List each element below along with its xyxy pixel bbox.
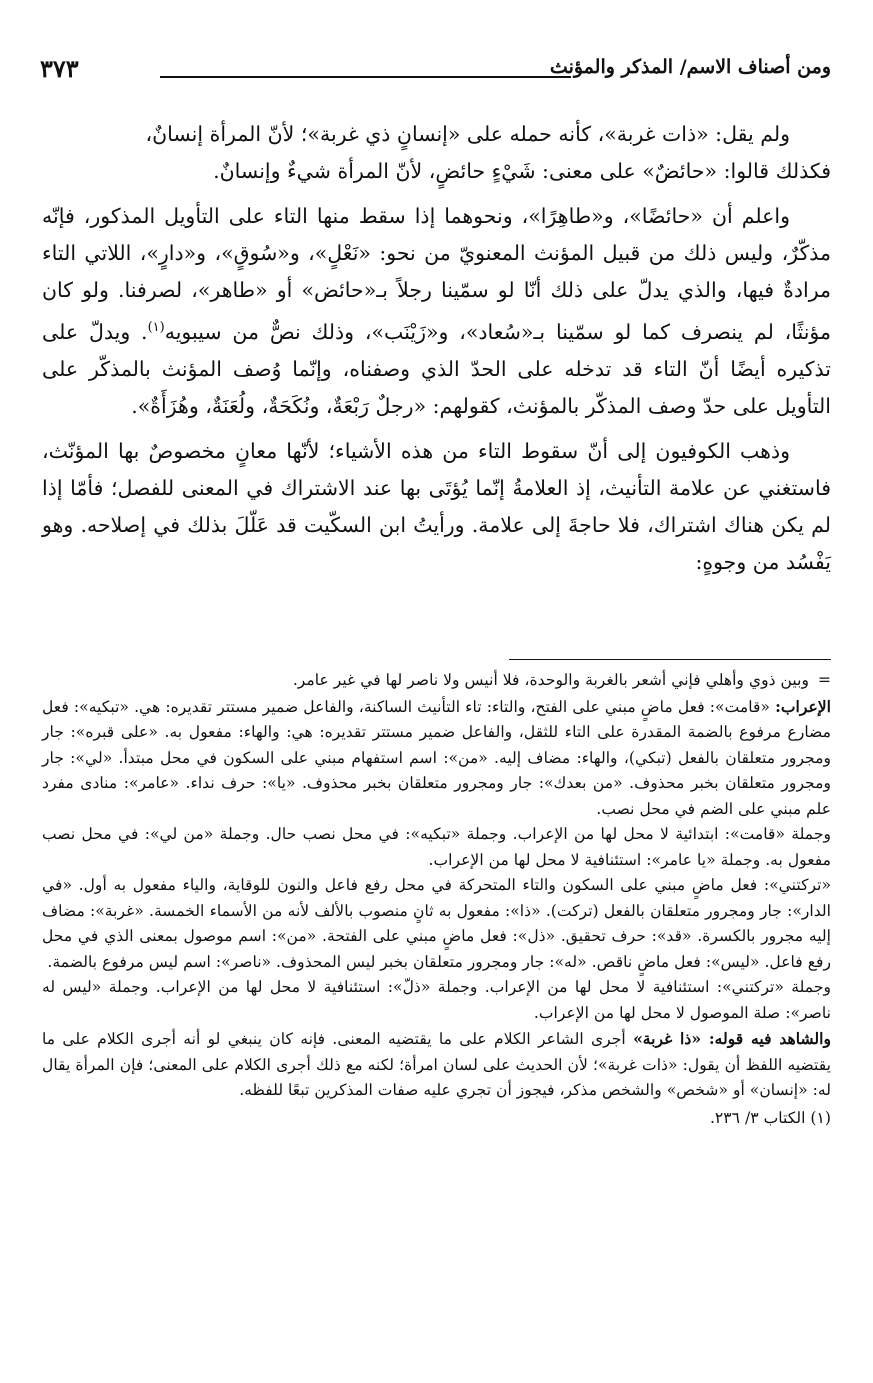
verse-gloss: = وبين ذوي وأهلي فإني أشعر بالغربة والوحدة، فلا أنيس ولا ناصر لها في غير عامر. (42, 668, 831, 694)
evidence-paragraph: والشاهد فيه قوله: «ذا غربة» أجرى الشاعر الكلام على ما يقتضيه المعنى. فإنه كان ينبغي لو أنه أجرى الكلام على ما يقتضيه اللفظ أن يقول: «ذات غربة»؛ لأن الحديث على لسان امرأة؛ لكنه مع ذلك أجرى الكلام على المعنى؛ فإن المرأة يقال له: «إنسان» أو «شخص» والشخص مذكر، فيجوز أن تجري عليه صفات المذكرين تبعًا للفظه. (42, 1029, 831, 1099)
paragraph: فكذلك قالوا: «حائضٌ» على معنى: شَيْءٍ حائضٍ، لأنّ المرأة شيءٌ وإنسانٌ. (213, 159, 831, 183)
footnote-1: (١) الكتاب ٣/ ٢٣٦. (709, 1108, 831, 1127)
footnote-ref: (١) (147, 320, 165, 335)
running-title: ومن أصناف الاسم/ المذكر والمؤنث (549, 56, 831, 78)
continuation-mark: = (817, 671, 831, 689)
paragraph: واعلم أن «حائضًا»، و«طاهِرًا»، ونحوهما إذا سقط منها التاء على التأويل المذكور، فإنّه مذكّرٌ، وليس ذلك من قبيل المؤنث المعنويّ من نحو: «نَعْلٍ»، و«سُوقٍ»، و«دارٍ»، اللاتي التاء مرادةٌ فيها، والذي يدلّ على ذلك أنّا لو سمّينا رجلاً بـ«حائض» أو «طاهر»، لصرفنا. ولو كان مؤنثًا، لم ينصرف كما لو سمّينا بـ«سُعاد»، و«زَيْنَب»، وذلك نصٌّ من سيبويه$^{(١)}$. ويدلّ على تذكيره أيضًا أنّ التاء قد تدخله على الحدّ الذي وصفناه، وإنّما وُصف المؤنث بالمذكّر على التأويل على حدّ وصف المذكّر بالمؤنث، كقولهم: «رجلٌ رَبْعَةٌ، ونُكَحَةٌ، ولُعَنَةٌ، وهُزَأَةٌ». (42, 204, 831, 418)
parsing-paragraph: وجملة «تركتني»: استئنافية لا محل لها من الإعراب. وجملة «ذلّ»: استئنافية لا محل لها من الإعراب. وجملة «ليس له ناصر»: صلة الموصول لا محل لها من الإعراب. (42, 978, 831, 1022)
footnote-rule (509, 659, 831, 660)
parsing-paragraph: وجملة «قامت»: ابتدائية لا محل لها من الإعراب. وجملة «تبكيه»: في محل نصب حال. وجملة «من لي»: في محل نصب مفعول به. وجملة «يا عامر»: استئنافية لا محل لها من الإعراب. (42, 825, 831, 869)
page-number: ٣٧٣ (40, 54, 79, 83)
evidence-label: والشاهد فيه قوله: «ذا غربة» (633, 1029, 831, 1048)
header-rule (160, 76, 571, 78)
parsing-paragraph: الإعراب: «قامت»: فعل ماضٍ مبني على الفتح، والتاء: تاء التأنيث الساكنة، والفاعل ضمير مستتر تقديره: هي. «تبكيه»: فعل مضارع مرفوع بالضمة المقدرة على التاء للثقل، والفاعل ضمير مستتر تقديره: هي: والهاء: مفعول به. «على قبره»: جار ومجرور متعلقان بالفعل (تبكي)، والهاء: مضاف إليه. «من»: اسم استفهام مبني على السكون في محل مبتدأ. «لي»: جار ومجرور متعلقان بخبر محذوف. «من بعدك»: جار ومجرور متعلقان بخبر محذوف. «يا»: حرف نداء. «عامر»: منادى مفرد علم مبني على الضم في محل نصب. (42, 696, 831, 818)
page-header (40, 54, 831, 90)
paragraph: ولم يقل: «ذات غربة»، كأنه حمله على «إنسانٍ ذي غربة»؛ لأنّ المرأة إنسانٌ، (145, 122, 790, 146)
paragraph: وذهب الكوفيون إلى أنّ سقوط التاء من هذه الأشياء؛ لأنّها معانٍ مخصوصٌ بها المؤنّث، فاستغني عن علامة التأنيث، إذ العلامةُ إنّما يُؤتَى بها عند الاشتراك في المعنى للفصل؛ فأمّا إذا لم يكن هناك اشتراك، فلا حاجةَ إلى علامة. ورأيتُ ابن السكّيت قد عَلّلَ بذلك في إصلاحه. وهو يَفْسُد من وجوهٍ: (42, 438, 831, 574)
main-text (42, 116, 831, 581)
footnotes (42, 668, 831, 1131)
parsing-paragraph: «تركتني»: فعل ماضٍ مبني على السكون والتاء المتحركة في محل رفع فاعل والنون للوقاية، والياء مفعول به أول. «في الدار»: جار ومجرور متعلقان بالفعل (تركت). «ذا»: مفعول به ثانٍ منصوب بالألف لأنه من الأسماء الخمسة. «غربة»: مضاف إليه مجرور بالكسرة. «قد»: حرف تحقيق. «ذل»: فعل ماضٍ مبني على الفتحة. «من»: اسم موصول بمعنى الذي في محل رفع فاعل. «ليس»: فعل ماضٍ ناقص. «له»: جار ومجرور متعلقان بخبر ليس المحذوف. «ناصر»: اسم ليس مرفوع بالضمة. (42, 876, 831, 971)
parsing-label: الإعراب: (775, 696, 831, 716)
